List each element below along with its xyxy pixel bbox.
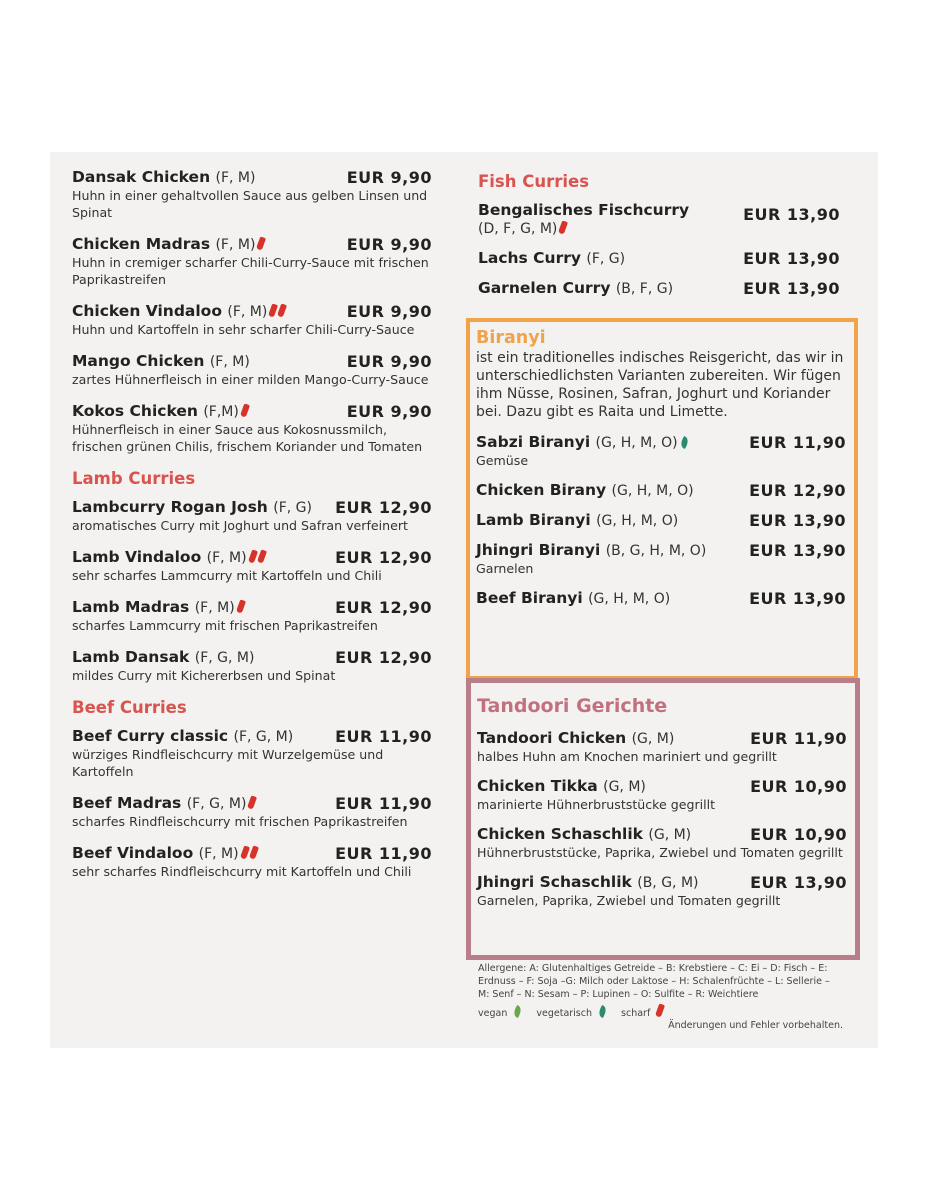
tandoori-title: Tandoori Gerichte [477,695,668,717]
allergen-codes: (G, M) [631,731,675,747]
item-description: Huhn und Kartoffeln in sehr scharfer Chili-Curry-Sauce [72,322,415,337]
lamb-curries-title: Lamb Curries [72,469,196,488]
item-price: EUR 12,90 [335,548,432,567]
item-description: Hühnerbruststücke, Paprika, Zwiebel und Tomaten gegrillt [477,845,843,860]
item-description: Huhn in einer gehaltvollen Sauce aus gelben Linsen und Spinat [72,188,428,220]
vegan-leaf-icon [512,1005,524,1018]
item-price: EUR 12,90 [749,481,846,500]
item-title: Chicken Vindaloo [72,302,222,320]
vegetarian-leaf-icon [678,436,690,449]
allergen-codes: (G, H, M, O) [611,483,694,499]
item-title: Bengalisches Fischcurry [478,201,690,219]
item-name [478,201,708,237]
allergen-codes: (G, M) [603,779,646,795]
item-description: scharfes Rindfleischcurry mit frischen Paprikastreifen [72,814,408,829]
allergen-legend: Allergene: A: Glutenhaltiges Getreide – B: Krebstiere – C: Ei – D: Fisch – E: Erdnuss – F: Soja –G: Milch oder Laktose – H: Schalenfrüchte – L: Sellerie – M: Senf – N: Sesam – P: Lupinen – O: Sulfite – R: Weichtiere [478,963,830,1000]
item-price: EUR 13,90 [749,589,846,608]
allergen-codes: (F, G) [586,251,626,267]
item-title: Jhingri Schaschlik [477,873,632,891]
chili-icon [268,303,278,317]
allergen-codes: (G, H, M, O) [596,513,679,529]
allergen-codes: (F, M) [206,550,247,566]
item-description: zartes Hühnerfleisch in einer milden Mango-Curry-Sauce [72,372,429,387]
menu-item [478,249,840,267]
menu-item [478,201,840,237]
item-title: Chicken Schaschlik [477,825,643,843]
item-title: Jhingri Biranyi [476,541,601,559]
allergen-codes: (G, H, M, O) [595,435,678,451]
item-price: EUR 9,90 [346,235,432,254]
item-title: Garnelen Curry [478,279,611,297]
disclaimer-note: Änderungen und Fehler vorbehalten. [668,1020,843,1031]
item-description: würziges Rindfleischcurry mit Wurzelgemüse und Kartoffeln [72,747,384,779]
menu-item [477,729,847,765]
item-price: EUR 11,90 [749,433,846,452]
menu-item [72,794,432,830]
beef-curries-title: Beef Curries [72,698,187,717]
allergen-codes: (F,M) [203,404,239,420]
item-description: Hühnerfleisch in einer Sauce aus Kokosnussmilch, frischen grünen Chilis, frischem Koriander und Tomaten [72,422,423,454]
menu-item [476,541,846,577]
menu-item [477,777,847,813]
item-price: EUR 9,90 [346,302,432,321]
item-title: Chicken Birany [476,481,607,499]
menu-item [478,279,840,297]
chili-icon [249,845,259,859]
allergen-codes: (F, M) [215,237,256,253]
item-title: Lachs Curry [478,249,581,267]
menu-item [72,727,432,780]
allergen-codes: (F, M) [215,170,256,186]
menu-item [72,844,432,880]
chili-icon [558,220,568,234]
menu-item [476,433,846,469]
allergen-codes: (F, M) [198,846,239,862]
allergen-codes: (F, M) [194,600,235,616]
chili-icon [247,795,257,809]
item-price: EUR 11,90 [335,727,432,746]
spicy-label: scharf [621,1008,651,1019]
menu-item [476,511,846,529]
allergen-codes: (B, G, M) [637,875,699,891]
menu-item [72,168,432,221]
tandoori-box [466,678,860,960]
item-title: Chicken Tikka [477,777,598,795]
item-price: EUR 10,90 [750,777,847,796]
chili-icon [236,599,246,613]
item-price: EUR 9,90 [346,352,432,371]
item-title: Beef Curry classic [72,727,229,745]
menu-item [72,648,432,684]
chili-icon [277,303,287,317]
menu-item [72,402,432,455]
biranyi-title: Biranyi [476,328,546,348]
allergen-codes: (F, M) [227,304,268,320]
item-title: Lamb Biranyi [476,511,591,529]
menu-item [72,548,432,584]
item-description: Huhn in cremiger scharfer Chili-Curry-Sauce mit frischen Paprikastreifen [72,255,429,287]
item-title: Beef Biranyi [476,589,583,607]
fish-curries-title: Fish Curries [478,172,590,191]
vegan-label: vegan [478,1008,508,1019]
vegetarian-leaf-icon [597,1005,609,1018]
item-price: EUR 12,90 [335,498,432,517]
menu-item [477,825,847,861]
menu-item [476,589,846,607]
chili-icon [240,845,250,859]
item-price: EUR 9,90 [346,402,432,421]
chili-icon [248,549,258,563]
biranyi-intro: ist ein traditionelles indisches Reisgericht, das wir in unterschiedlichsten Varianten zubereiten. Wir fügen ihm Nüsse, Rosinen, Safran, Joghurt und Koriander bei. Dazu gibt es Raita und Limette. [476,350,844,420]
item-title: Beef Madras [72,794,182,812]
allergen-codes: (F, G, M) [233,729,294,745]
chili-icon [256,236,266,250]
item-price: EUR 13,90 [749,541,846,560]
item-description: sehr scharfes Lammcurry mit Kartoffeln und Chili [72,568,382,583]
item-price: EUR 11,90 [335,844,432,863]
biranyi-box [466,318,858,680]
menu-item [72,498,432,534]
item-price: EUR 9,90 [346,168,432,187]
item-description: aromatisches Curry mit Joghurt und Safran verfeinert [72,518,408,533]
item-price: EUR 12,90 [335,648,432,667]
vegetarian-label: vegetarisch [536,1008,593,1019]
item-title: Mango Chicken [72,352,205,370]
item-description: sehr scharfes Rindfleischcurry mit Kartoffeln und Chili [72,864,412,879]
diet-legend [478,1004,675,1019]
item-description: Garnelen, Paprika, Zwiebel und Tomaten gegrillt [477,893,781,908]
item-price: EUR 11,90 [335,794,432,813]
item-description: scharfes Lammcurry mit frischen Paprikastreifen [72,618,378,633]
chili-icon [240,403,250,417]
allergen-codes: (D, F, G, M) [478,221,558,237]
item-price: EUR 10,90 [750,825,847,844]
allergen-codes: (G, H, M, O) [588,591,671,607]
menu-item [72,598,432,634]
item-price: EUR 12,90 [335,598,432,617]
chili-icon [257,549,267,563]
allergen-codes: (F, G, M) [194,650,255,666]
menu-item [72,302,432,338]
item-price: EUR 13,90 [750,873,847,892]
fish-curries-section [478,172,840,309]
menu-item [477,873,847,909]
allergen-codes: (F, M) [209,354,250,370]
item-price: EUR 13,90 [743,205,840,224]
item-title: Lamb Dansak [72,648,190,666]
item-title: Kokos Chicken [72,402,198,420]
chili-icon [655,1003,665,1017]
item-price: EUR 13,90 [743,279,840,298]
item-title: Chicken Madras [72,235,211,253]
item-price: EUR 11,90 [750,729,847,748]
allergen-codes: (B, G, H, M, O) [605,543,707,559]
item-title: Lamb Madras [72,598,190,616]
item-description: mildes Curry mit Kichererbsen und Spinat [72,668,336,683]
item-title: Sabzi Biranyi [476,433,591,451]
item-price: EUR 13,90 [743,249,840,268]
item-description: halbes Huhn am Knochen mariniert und gegrillt [477,749,777,764]
left-column [72,168,432,894]
item-description: marinierte Hühnerbruststücke gegrillt [477,797,716,812]
allergen-codes: (G, M) [648,827,692,843]
item-title: Tandoori Chicken [477,729,627,747]
menu-item [72,352,432,388]
item-title: Lambcurry Rogan Josh [72,498,268,516]
item-price: EUR 13,90 [749,511,846,530]
allergen-codes: (F, G) [273,500,312,516]
item-title: Beef Vindaloo [72,844,194,862]
item-description: Garnelen [476,561,534,576]
item-title: Lamb Vindaloo [72,548,202,566]
item-title: Dansak Chicken [72,168,211,186]
menu-item [72,235,432,288]
allergen-codes: (B, F, G) [615,281,674,297]
allergen-codes: (F, G, M) [186,796,247,812]
menu-item [476,481,846,499]
item-description: Gemüse [476,453,529,468]
